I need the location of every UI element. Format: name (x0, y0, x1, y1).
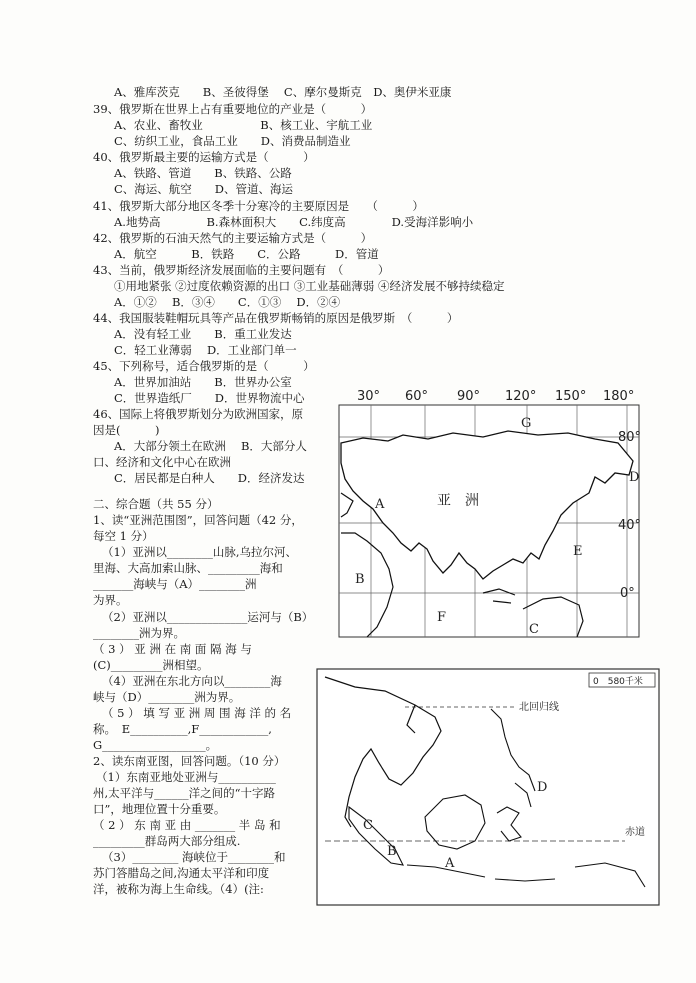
question-line: C、海运、航空 D、管道、海运 (114, 182, 294, 196)
question-line: C、纺织工业，食品工业 D、消费品制造业 (114, 134, 351, 148)
exercise-line: （3）________ 海峡位于________和 (102, 850, 286, 864)
exercise-line: （ 2 ） 东 南 亚 由 _______ 半 岛 和 (93, 818, 281, 832)
region-label: G (521, 416, 532, 431)
map2-region-label: C (363, 818, 373, 833)
question-line: ①用地紧张 ②过度依赖资源的出口 ③工业基础薄弱 ④经济发展不够持续稳定 (114, 279, 505, 293)
exercise-line: G__________________。 (93, 738, 218, 752)
question-line: A、铁路、管道 B、铁路、公路 (114, 166, 292, 180)
latitude-label: 0° (620, 586, 635, 601)
exercise-line: （1）亚洲以________山脉,乌拉尔河、 (102, 545, 297, 559)
exercise-line: 称。 E__________,F____________, (93, 722, 272, 736)
question-line: 因是( ) (93, 423, 160, 437)
region-label: B (355, 572, 365, 587)
region-label: E (573, 544, 583, 559)
question-line: A．航空 B．铁路 C．公路 D．管道 (114, 247, 379, 261)
longitude-label: 60° (405, 389, 429, 404)
longitude-label: 150° (555, 389, 587, 404)
southeast-asia-map (315, 667, 663, 909)
question-line: 41、俄罗斯大部分地区冬季十分寒冷的主要原因是 （ ） (93, 199, 424, 213)
equator-label: 赤道 (625, 827, 645, 838)
question-line: 口、经济和文化中心在欧洲 (93, 455, 231, 469)
region-label: C (529, 622, 539, 637)
exercise-line: 二、综合题（共 55 分） (93, 497, 219, 511)
latitude-label: 40° (618, 518, 642, 533)
region-label: F (437, 610, 447, 625)
map2-region-label: A (445, 856, 455, 871)
asia-map (333, 383, 645, 641)
continent-label: 亚 洲 (437, 493, 479, 509)
latitude-label: 80° (618, 430, 642, 445)
exercise-line: 里海、大高加索山脉、_________海和 (93, 561, 283, 575)
exercise-line: 洋，被称为海上生命线。（4）(注: (93, 882, 264, 896)
exercise-line: (C)_________洲相望。 (93, 658, 209, 672)
map2-region-label: B (387, 844, 397, 859)
question-line: A．①② B．③④ C．①③ D．②④ (114, 295, 341, 309)
question-line: 46、国际上将俄罗斯划分为欧洲国家，原 (93, 407, 304, 421)
question-line: C．轻工业薄弱 D．工业部门单一 (114, 343, 297, 357)
exercise-line: 口”，地理位置十分重要。 (93, 802, 226, 816)
exercise-line: （4）亚洲在东北方向以________海 (102, 674, 282, 688)
scale-bar: 0 580千米 (593, 677, 643, 687)
exercise-line: （1）东南亚地处亚洲与__________ (96, 770, 276, 784)
question-line: 43、当前，俄罗斯经济发展面临的主要问题有 （ ） (93, 263, 390, 277)
region-label: A (375, 497, 385, 512)
tropic-label: 北回归线 (519, 702, 559, 713)
exercise-line: 每空 1 分） (93, 529, 154, 543)
exercise-line: 苏门答腊岛之间,沟通太平洋和印度 (93, 866, 270, 880)
exercise-line: 1、读“亚洲范围图”，回答问题（42 分， (93, 513, 303, 527)
region-label: D (629, 470, 640, 485)
exercise-line: _______海峡与（A）________洲 (93, 577, 257, 591)
exercise-line: 州,太平洋与______洋之间的“十字路 (93, 786, 276, 800)
exercise-line: （2）亚洲以______________运河与（B） (102, 610, 314, 624)
exercise-line: 峡与（D）________洲为界。 (93, 690, 241, 704)
question-line: 45、下列称号，适合俄罗斯的是（ ） (93, 359, 315, 373)
longitude-label: 120° (505, 389, 537, 404)
question-line: A、农业、畜牧业 B、核工业、宇航工业 (114, 118, 373, 132)
question-line: 44、我国服装鞋帽玩具等产品在俄罗斯畅销的原因是俄罗斯 （ ） (93, 311, 459, 325)
longitude-label: 180° (603, 389, 635, 404)
question-line: A、雅库茨克 B、圣彼得堡 C、摩尔曼斯克 D、奥伊米亚康 (114, 85, 452, 99)
question-line: A．没有轻工业 B．重工业发达 (114, 327, 292, 341)
map2-region-label: D (537, 780, 548, 795)
longitude-label: 90° (457, 389, 481, 404)
exercise-line: _________群岛两大部分组成. (93, 834, 241, 848)
longitude-label: 30° (357, 389, 381, 404)
exercise-line: ________洲为界。 (93, 626, 185, 640)
question-line: A．大部分领土在欧洲 B．大部分人 (114, 439, 307, 453)
question-line: 40、俄罗斯最主要的运输方式是（ ） (93, 150, 315, 164)
exercise-line: （ 5 ） 填 写 亚 洲 周 围 海 洋 的 名 (102, 706, 292, 720)
exercise-line: 2、读东南亚图，回答问题。（10 分） (93, 754, 286, 768)
question-line: A.地势高 B.森林面积大 C.纬度高 D.受海洋影响小 (114, 215, 474, 229)
question-line: 39、俄罗斯在世界上占有重要地位的产业是（ ） (93, 102, 373, 116)
question-line: 42、俄罗斯的石油天然气的主要运输方式是（ ） (93, 231, 373, 245)
question-line: A．世界加油站 B．世界办公室 (114, 375, 292, 389)
exercise-line: （ 3 ） 亚 洲 在 南 面 隔 海 与 (93, 642, 252, 656)
question-line: C．世界造纸厂 D．世界物流中心 (114, 391, 305, 405)
exercise-line: 为界。 (93, 593, 128, 607)
question-line: C．居民都是白种人 D．经济发达 (114, 471, 305, 485)
